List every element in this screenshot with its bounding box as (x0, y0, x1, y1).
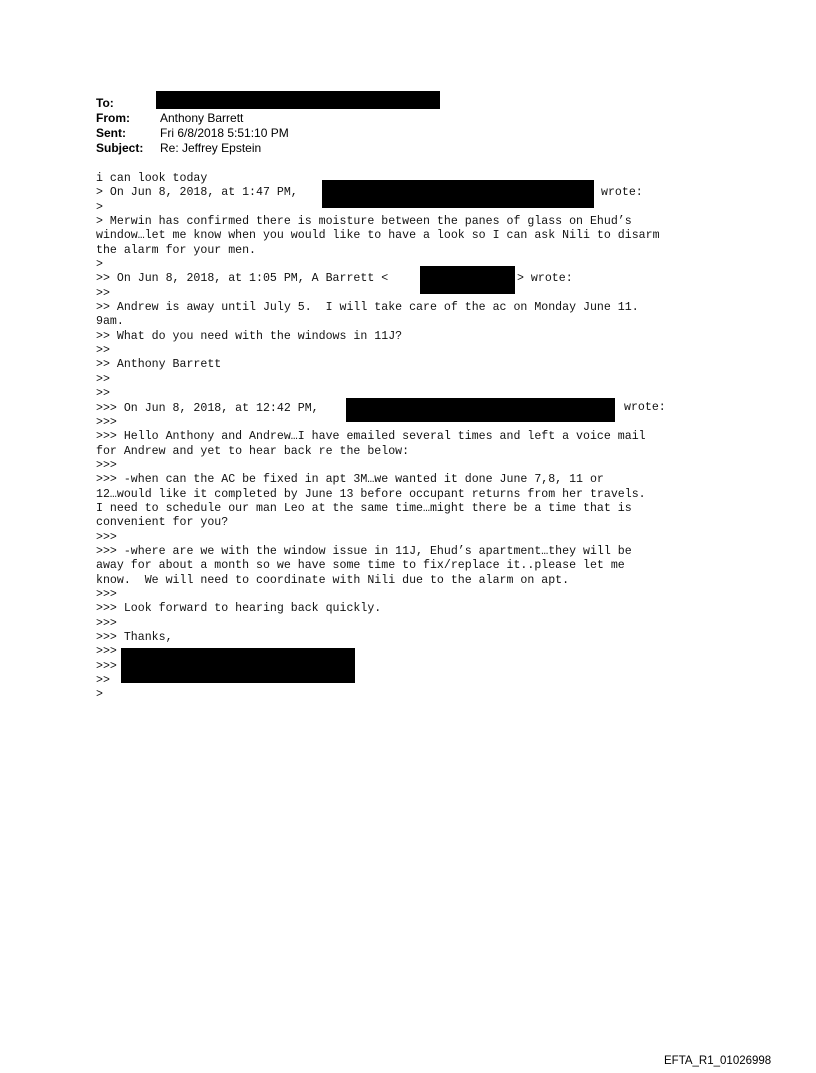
body-line: >>> Hello Anthony and Andrew…I have emailed several times and left a voice mail (96, 430, 646, 444)
body-line: >> Andrew is away until July 5. I will take care of the ac on Monday June 11. (96, 301, 639, 315)
body-line: window…let me know when you would like to have a look so I can ask Nili to disarm (96, 229, 660, 243)
body-line: >>> -where are we with the window issue in 11J, Ehud’s apartment…they will be (96, 544, 632, 558)
to-label: To: (96, 96, 114, 110)
body-line: convenient for you? (96, 516, 229, 530)
wrote-label-2: > wrote: (517, 272, 573, 285)
body-line: >>> (96, 616, 117, 630)
body-line: >>> (96, 587, 117, 601)
redaction-email-1 (420, 266, 515, 294)
redaction-sender-2 (346, 398, 615, 422)
body-line: >>> (96, 415, 117, 429)
body-line: >>> (96, 645, 117, 659)
body-line: I need to schedule our man Leo at the same time…might there be a time that is (96, 501, 632, 515)
body-line: > (96, 200, 103, 214)
wrote-label-3: wrote: (624, 401, 666, 414)
sent-value: Fri 6/8/2018 5:51:10 PM (160, 126, 289, 140)
body-line: > Merwin has confirmed there is moisture between the panes of glass on Ehud’s (96, 215, 632, 229)
body-line: >> (96, 286, 110, 300)
document-id: EFTA_R1_01026998 (664, 1055, 772, 1067)
body-line: >> (96, 674, 110, 688)
body-line: >> On Jun 8, 2018, at 1:05 PM, A Barrett < (96, 272, 389, 286)
body-line: >> (96, 372, 110, 386)
body-line: know. We will need to coordinate with Nili due to the alarm on apt. (96, 573, 570, 587)
body-line: for Andrew and yet to hear back re the below: (96, 444, 410, 458)
body-line: away for about a month so we have some time to fix/replace it..please let me (96, 559, 625, 573)
body-line: >>> Look forward to hearing back quickly. (96, 602, 382, 616)
body-line: >>> (96, 458, 117, 472)
sent-label: Sent: (96, 126, 126, 140)
body-line: > (96, 688, 103, 702)
from-value: Anthony Barrett (160, 111, 244, 125)
email-body (96, 172, 660, 703)
redaction-to (156, 91, 440, 109)
body-line: >> What do you need with the windows in 11J? (96, 329, 403, 343)
wrote-label-1: wrote: (601, 186, 643, 199)
body-line: >>> Thanks, (96, 631, 173, 644)
body-line: the alarm for your men. (96, 243, 257, 257)
body-line: >>> On Jun 8, 2018, at 12:42 PM, (96, 401, 319, 415)
body-line: >> Anthony Barrett (96, 358, 222, 372)
body-line: >> (96, 344, 110, 358)
from-label: From: (96, 111, 130, 125)
body-line: 12…would like it completed by June 13 before occupant returns from her travels. (96, 487, 646, 501)
redaction-sender-1 (322, 180, 594, 208)
body-line: > On Jun 8, 2018, at 1:47 PM, (96, 186, 298, 200)
body-line: > (96, 258, 103, 272)
subject-value: Re: Jeffrey Epstein (160, 141, 262, 155)
body-line: >>> (96, 530, 117, 544)
redaction-signature (121, 648, 355, 683)
body-line: >>> (96, 659, 117, 673)
body-line: i can look today (96, 172, 208, 185)
subject-label: Subject: (96, 141, 144, 155)
body-line: >>> -when can the AC be fixed in apt 3M…we wanted it done June 7,8, 11 or (96, 473, 604, 487)
body-line: 9am. (96, 315, 124, 329)
body-line: >> (96, 387, 110, 401)
